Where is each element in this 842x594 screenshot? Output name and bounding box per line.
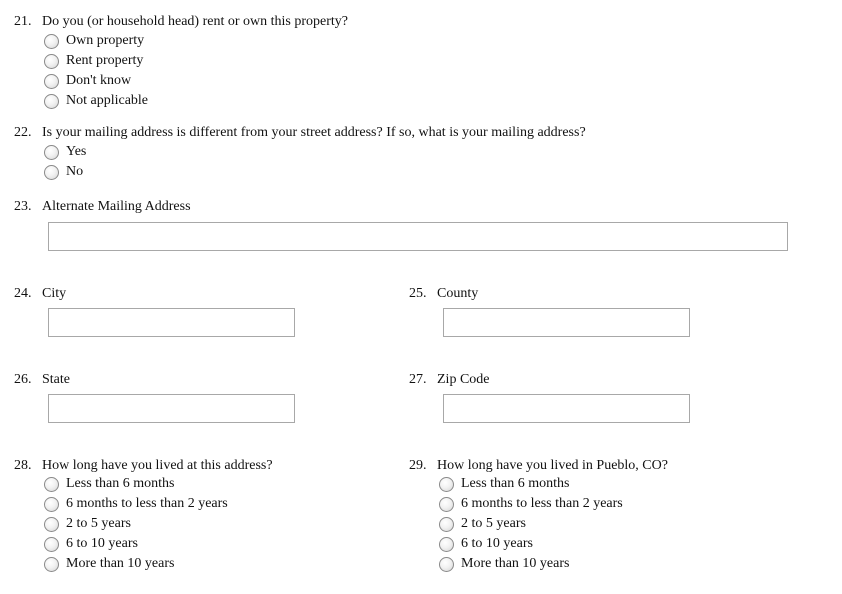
question-26-number: 26. [14, 372, 32, 387]
radio-button-icon[interactable] [439, 537, 454, 552]
radio-option-label: No [66, 164, 84, 179]
radio-option-address-6-to-10-years[interactable] [44, 534, 228, 554]
radio-option-address-6-months-to-2-years[interactable] [44, 494, 228, 514]
question-29-label [409, 457, 668, 475]
radio-button-icon[interactable] [44, 145, 59, 160]
radio-option-label: 2 to 5 years [461, 516, 526, 531]
question-21-label [14, 13, 348, 31]
radio-option-pueblo-less-than-6-months[interactable] [439, 474, 623, 494]
question-22-text: Is your mailing address is different from your street address? If so, what is your mailing address? [42, 125, 586, 140]
question-25-label [409, 285, 478, 303]
state-input[interactable] [48, 394, 295, 423]
radio-option-label: Don't know [66, 73, 132, 88]
radio-option-label: Not applicable [66, 93, 149, 108]
radio-button-icon[interactable] [44, 34, 59, 49]
radio-button-icon[interactable] [44, 497, 59, 512]
question-23-text: Alternate Mailing Address [42, 199, 191, 214]
radio-option-label: 6 to 10 years [66, 536, 138, 551]
question-25-text: County [437, 286, 479, 301]
radio-button-icon[interactable] [44, 94, 59, 109]
radio-button-icon[interactable] [44, 477, 59, 492]
radio-option-pueblo-6-to-10-years[interactable] [439, 534, 623, 554]
radio-option-yes[interactable] [44, 142, 86, 162]
radio-button-icon[interactable] [44, 557, 59, 572]
city-input[interactable] [48, 308, 295, 337]
radio-option-own-property[interactable] [44, 31, 148, 51]
question-24-label [14, 285, 66, 303]
radio-option-no[interactable] [44, 162, 86, 182]
zip-code-input[interactable] [443, 394, 690, 423]
radio-option-label: 6 to 10 years [461, 536, 533, 551]
question-27-number: 27. [409, 372, 427, 387]
radio-option-rent-property[interactable] [44, 51, 148, 71]
radio-option-label: Yes [66, 144, 87, 159]
radio-option-address-more-than-10-years[interactable] [44, 554, 228, 574]
question-26-label [14, 371, 70, 389]
question-28-text: How long have you lived at this address? [42, 458, 273, 473]
radio-button-icon[interactable] [44, 54, 59, 69]
radio-option-label: 2 to 5 years [66, 516, 131, 531]
question-27-label [409, 371, 490, 389]
question-21-number: 21. [14, 14, 32, 29]
radio-option-pueblo-6-months-to-2-years[interactable] [439, 494, 623, 514]
county-input[interactable] [443, 308, 690, 337]
question-26-text: State [42, 372, 70, 387]
question-24-number: 24. [14, 286, 32, 301]
question-29-options [439, 474, 623, 574]
question-23-label [14, 198, 191, 216]
radio-button-icon[interactable] [439, 477, 454, 492]
radio-option-not-applicable[interactable] [44, 91, 148, 111]
radio-option-label: Less than 6 months [66, 476, 175, 491]
radio-option-pueblo-more-than-10-years[interactable] [439, 554, 623, 574]
radio-option-address-less-than-6-months[interactable] [44, 474, 228, 494]
question-21-text: Do you (or household head) rent or own this property? [42, 14, 348, 29]
question-24-text: City [42, 286, 67, 301]
radio-button-icon[interactable] [439, 557, 454, 572]
radio-option-label: Own property [66, 33, 145, 48]
question-27-text: Zip Code [437, 372, 490, 387]
radio-button-icon[interactable] [439, 497, 454, 512]
radio-option-label: 6 months to less than 2 years [66, 496, 228, 511]
radio-button-icon[interactable] [44, 537, 59, 552]
radio-button-icon[interactable] [44, 165, 59, 180]
question-29-text: How long have you lived in Pueblo, CO? [437, 458, 668, 473]
radio-option-label: Less than 6 months [461, 476, 570, 491]
question-29-number: 29. [409, 458, 427, 473]
radio-button-icon[interactable] [44, 74, 59, 89]
question-28-label [14, 457, 273, 475]
radio-option-address-2-to-5-years[interactable] [44, 514, 228, 534]
radio-button-icon[interactable] [439, 517, 454, 532]
question-22-options [44, 142, 86, 182]
question-23-number: 23. [14, 199, 32, 214]
alternate-mailing-address-input[interactable] [48, 222, 788, 251]
radio-option-pueblo-2-to-5-years[interactable] [439, 514, 623, 534]
question-22-label [14, 124, 586, 142]
question-25-number: 25. [409, 286, 427, 301]
radio-option-label: 6 months to less than 2 years [461, 496, 623, 511]
radio-button-icon[interactable] [44, 517, 59, 532]
question-28-number: 28. [14, 458, 32, 473]
question-21-options [44, 31, 148, 111]
radio-option-label: More than 10 years [461, 556, 570, 571]
radio-option-label: More than 10 years [66, 556, 175, 571]
radio-option-dont-know[interactable] [44, 71, 148, 91]
radio-option-label: Rent property [66, 53, 144, 68]
question-28-options [44, 474, 228, 574]
question-22-number: 22. [14, 125, 32, 140]
